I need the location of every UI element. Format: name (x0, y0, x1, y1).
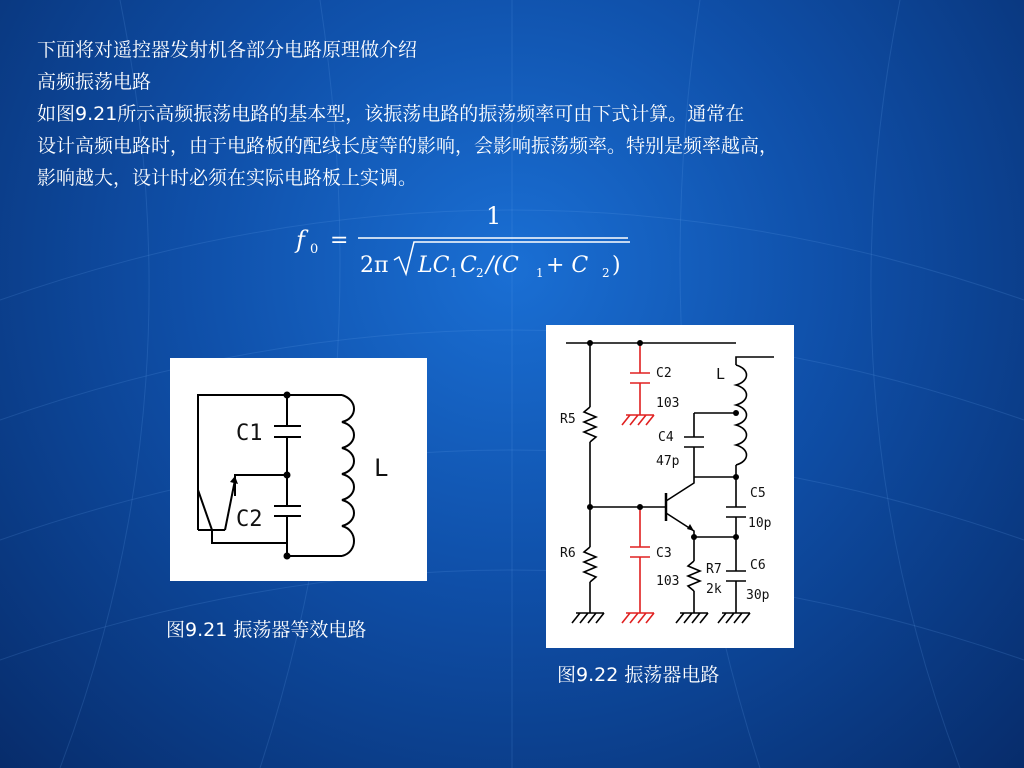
formula-lhs-sub: 0 (310, 242, 319, 257)
formula-c2: C (460, 253, 477, 278)
label-r6: R6 (560, 546, 576, 561)
junction-dot (733, 474, 739, 480)
r7-resistor (688, 561, 700, 591)
ground-icon (622, 415, 654, 425)
emitter-arrow-icon (687, 524, 694, 531)
formula-numerator: 1 (486, 202, 502, 230)
equivalent-circuit-diagram (170, 358, 427, 581)
junction-dot (284, 553, 291, 560)
formula-2pi: 2π (360, 253, 389, 278)
formula-lc: LC (418, 253, 450, 278)
label-c4-value: 47p (656, 454, 680, 469)
oscillator-circuit-panel (546, 325, 794, 648)
slide-text (37, 34, 1022, 194)
ground-icon (718, 613, 750, 623)
label-c2: C2 (656, 366, 672, 381)
label-c5: C5 (750, 486, 766, 501)
c4-capacitor (684, 437, 704, 447)
label-c3-value: 103 (656, 574, 680, 589)
label-c6-value: 30p (746, 588, 770, 603)
text-line-body-3: 影响越大，设计时必须在实际电路板上实调。 (37, 167, 418, 189)
formula-lhs: f (296, 226, 305, 254)
junction-dot (284, 392, 291, 399)
label-c2-value: 103 (656, 396, 680, 411)
label-c3: C3 (656, 546, 672, 561)
transistor-emitter (225, 480, 235, 530)
formula-sub-4: 2 (602, 266, 610, 280)
figure-caption-9-22: 图9.22 振荡器电路 (557, 664, 720, 686)
formula-sub-2: 2 (476, 266, 484, 280)
formula-equals: = (330, 228, 349, 253)
figure-caption-9-21: 图9.21 振荡器等效电路 (166, 619, 367, 641)
text-line-heading: 高频振荡电路 (37, 71, 152, 93)
r5-resistor (584, 407, 596, 442)
ground-icon (572, 613, 604, 623)
label-r7: R7 (706, 562, 722, 577)
coil-output-wire (736, 357, 774, 365)
label-c6: C6 (750, 558, 766, 573)
formula-close: ) (612, 253, 621, 278)
c6-capacitor (726, 571, 746, 581)
formula-slash: /(C (486, 253, 519, 278)
junction-dot (637, 340, 643, 346)
junction-dot (733, 534, 739, 540)
label-c5-value: 10p (748, 516, 772, 531)
text-line-body-2: 设计高频电路时，由于电路板的配线长度等的影响，会影响振荡频率。特别是频率越高， (37, 135, 779, 157)
c3-capacitor (630, 547, 650, 557)
r6-resistor (584, 547, 596, 582)
transistor-collector (198, 490, 212, 530)
label-r5: R5 (560, 412, 576, 427)
label-l: L (374, 454, 389, 482)
emitter-arrow-icon (230, 476, 238, 484)
junction-dot (284, 472, 291, 479)
junction-dot (587, 504, 593, 510)
oscillator-circuit-diagram (546, 325, 794, 648)
junction-dot (587, 340, 593, 346)
c5-capacitor (726, 507, 746, 517)
ground-icon (622, 613, 654, 623)
junction-dot (733, 410, 739, 416)
text-line-body-1: 如图9.21所示高频振荡电路的基本型，该振荡电路的振荡频率可由下式计算。通常在 (37, 103, 745, 125)
junction-dot (637, 504, 643, 510)
transistor-collector (666, 477, 694, 501)
frequency-formula (290, 200, 640, 280)
formula-plus: + C (546, 253, 589, 278)
label-l: L (716, 365, 726, 383)
wire-to-transistor (235, 475, 287, 496)
junction-dot (691, 534, 697, 540)
label-c1: C1 (236, 421, 263, 446)
inductor-coil (342, 395, 354, 556)
formula-sub-3: 1 (536, 266, 544, 280)
equivalent-circuit-panel (170, 358, 427, 581)
label-r7-value: 2k (706, 582, 722, 597)
c2-capacitor (630, 373, 650, 383)
label-c2: C2 (236, 507, 263, 532)
label-c4: C4 (658, 430, 674, 445)
formula-sub-1: 1 (450, 266, 458, 280)
ground-icon (676, 613, 708, 623)
text-line-intro: 下面将对遥控器发射机各部分电路原理做介绍 (37, 39, 418, 61)
